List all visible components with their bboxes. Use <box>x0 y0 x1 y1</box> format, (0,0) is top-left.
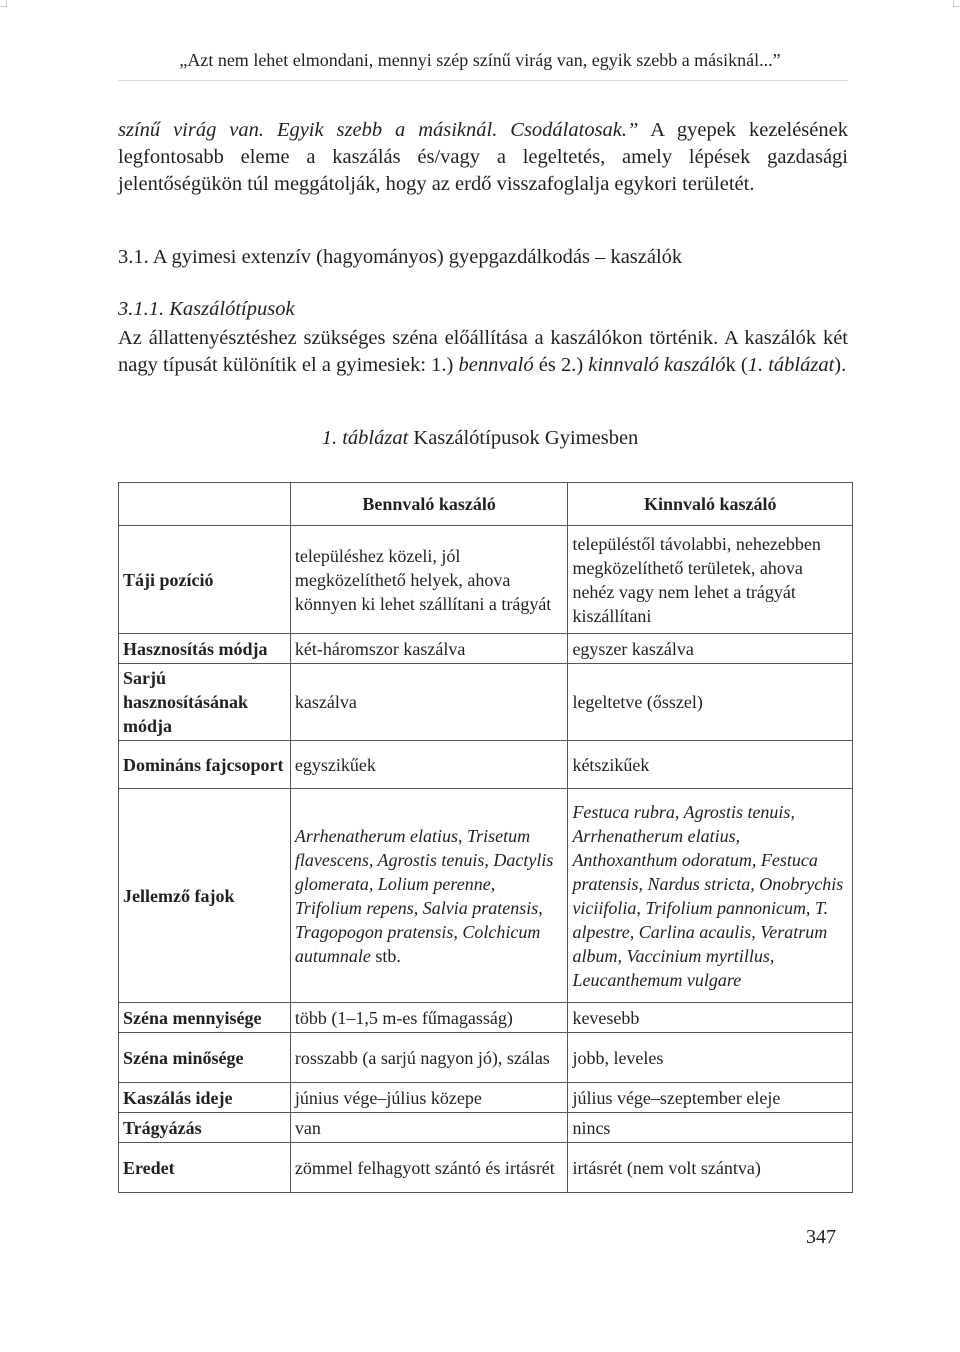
row-label: Trágyázás <box>119 1113 291 1143</box>
row-label: Hasznosítás módja <box>119 634 291 664</box>
table-row <box>119 664 853 741</box>
row-label: Széna minősége <box>119 1033 291 1083</box>
table-row <box>119 1033 853 1083</box>
cell-benn: rosszabb (a sarjú nagyon jó), szálas <box>290 1033 568 1083</box>
para-text-4: ). <box>834 354 847 376</box>
page-number: 347 <box>806 1226 836 1248</box>
row-label: Kaszálás ideje <box>119 1083 291 1113</box>
table-row <box>119 1113 853 1143</box>
row-label: Eredet <box>119 1143 291 1193</box>
cell-benn: egyszikűek <box>290 741 568 789</box>
row-label: Domináns fajcsoport <box>119 741 291 789</box>
cell-benn: több (1–1,5 m-es fűmagasság) <box>290 1003 568 1033</box>
row-label: Táji pozíció <box>119 526 291 634</box>
cell-kinn: egyszer kaszálva <box>568 634 853 664</box>
caption-label: 1. táblázat <box>321 427 409 449</box>
para-text-1: Az állattenyésztéshez szükséges széna előállítása a kaszálókon történik. A kaszálók két nagy típusát különítik el a gyimesiek: 1.) <box>118 327 848 376</box>
cell-benn: két-háromszor kaszálva <box>290 634 568 664</box>
intro-text: A gyepek kezelésének legfontosabb eleme a kaszálás és/vagy a legeltetés, amely lépések gazdasági jelentőségükön túl meggátolják, hogy az erdő visszafoglalja egykori területét. <box>118 119 848 195</box>
para-term-bennvalo: bennvaló <box>458 354 534 376</box>
row-label: Jellemző fajok <box>119 789 291 1003</box>
species-benn: Arrhenatherum elatius, Trisetum flavescens, Agrostis tenuis, Dactylis glomerata, Lolium perenne, Trifolium repens, Salvia pratensis, Tragopogon pratensis, Colchicum autumnale <box>294 825 554 966</box>
cell-kinn: településtől távolabbi, nehezebben megközelíthető területek, ahova nehéz vagy nem lehet a trágyát kiszállítani <box>568 526 853 634</box>
table-row <box>119 1083 853 1113</box>
subsection-title: 3.1.1. Kaszálótípusok <box>118 298 295 320</box>
cell-benn: van <box>290 1113 568 1143</box>
table-header-row <box>119 483 853 526</box>
cell-kinn: jobb, leveles <box>568 1033 853 1083</box>
cell-kinn: nincs <box>568 1113 853 1143</box>
running-header: „Azt nem lehet elmondani, mennyi szép színű virág van, egyik szebb a másiknál...” <box>179 50 781 70</box>
species-benn-suffix: stb. <box>370 945 401 966</box>
cell-benn: június vége–július közepe <box>290 1083 568 1113</box>
crop-mark-left <box>0 0 7 7</box>
intro-quote: színű virág van. Egyik szebb a másiknál. Csodálatosak.” <box>118 119 639 141</box>
crop-mark-right <box>953 0 960 7</box>
cell-kinn: kevesebb <box>568 1003 853 1033</box>
section-title: 3.1. A gyimesi extenzív (hagyományos) gyepgazdálkodás – kaszálók <box>118 246 683 268</box>
intro-paragraph <box>118 117 848 198</box>
header-kinnvalo: Kinnvaló kaszáló <box>568 483 853 526</box>
table-row <box>119 526 853 634</box>
para-text-3: k ( <box>725 354 748 376</box>
table-caption <box>0 427 960 450</box>
cell-benn: településhez közeli, jól megközelíthető helyek, ahova könnyen ki lehet szállítani a trágyát <box>290 526 568 634</box>
row-label: Széna mennyisége <box>119 1003 291 1033</box>
cell-benn: zömmel felhagyott szántó és irtásrét <box>290 1143 568 1193</box>
para-term-kinnvalo: kinnvaló kaszáló <box>588 354 726 376</box>
table-row <box>119 1003 853 1033</box>
cell-kinn: kétszikűek <box>568 741 853 789</box>
cell-kinn: legeltetve (ősszel) <box>568 664 853 741</box>
table-row <box>119 789 853 1003</box>
header-rule <box>118 80 848 81</box>
table-row <box>119 741 853 789</box>
table-row <box>119 634 853 664</box>
body-paragraph <box>118 325 848 379</box>
cell-benn <box>290 789 568 1003</box>
kaszalo-table <box>118 482 853 1193</box>
cell-benn: kaszálva <box>290 664 568 741</box>
para-table-ref: 1. táblázat <box>747 354 835 376</box>
header-bennvalo: Bennvaló kaszáló <box>290 483 568 526</box>
header-empty <box>119 483 291 526</box>
para-text-2: és 2.) <box>533 354 589 376</box>
cell-kinn: irtásrét (nem volt szántva) <box>568 1143 853 1193</box>
cell-kinn: Festuca rubra, Agrostis tenuis, Arrhenatherum elatius, Anthoxanthum odoratum, Festuca pratensis, Nardus stricta, Onobrychis viciifolia, Trifolium pannonicum, T. alpestre, Carlina acaulis, Veratrum album, Vaccinium myrtillus, Leucanthemum vulgare <box>568 789 853 1003</box>
caption-text: Kaszálótípusok Gyimesben <box>408 427 639 449</box>
row-label: Sarjú hasznosításának módja <box>119 664 291 741</box>
cell-kinn: július vége–szeptember eleje <box>568 1083 853 1113</box>
table-row <box>119 1143 853 1193</box>
